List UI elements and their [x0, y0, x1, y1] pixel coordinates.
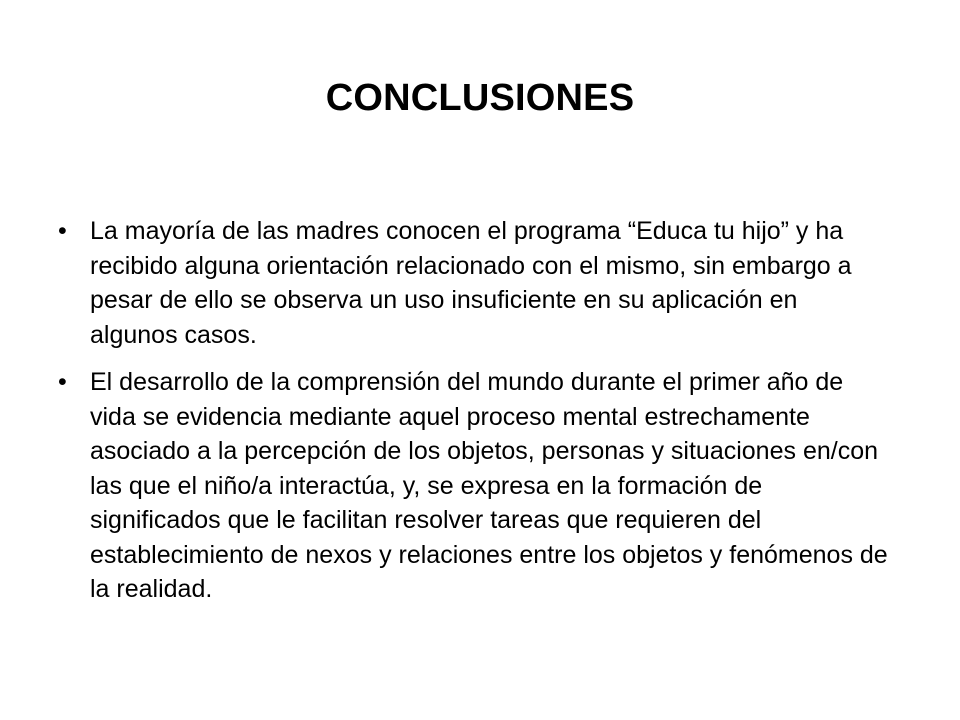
slide-title: CONCLUSIONES: [325, 77, 635, 119]
bullet-marker: •: [58, 217, 67, 245]
bullet-text: El desarrollo de la comprensión del mundo durante el primer año de vida se evidencia mediante aquel proceso mental estrechamente asociado a la percepción de los objetos, personas y situaciones en/con las que el niño/a interactúa, y, se expresa en la formación de significados que le facilitan resolver tareas que requieren del establecimiento de nexos y relaciones entre los objetos y fenómenos de la realidad.: [90, 368, 888, 603]
bullet-item-2: [58, 365, 888, 607]
bullet-text: La mayoría de las madres conocen el programa “Educa tu hijo” y ha recibido alguna orientación relacionado con el mismo, sin embargo a pesar de ello se observa un uso insuficiente en su aplicación en algunos casos.: [90, 217, 852, 349]
bullet-list: [58, 214, 888, 620]
bullet-item-1: [58, 214, 888, 352]
bullet-marker: •: [58, 368, 67, 396]
